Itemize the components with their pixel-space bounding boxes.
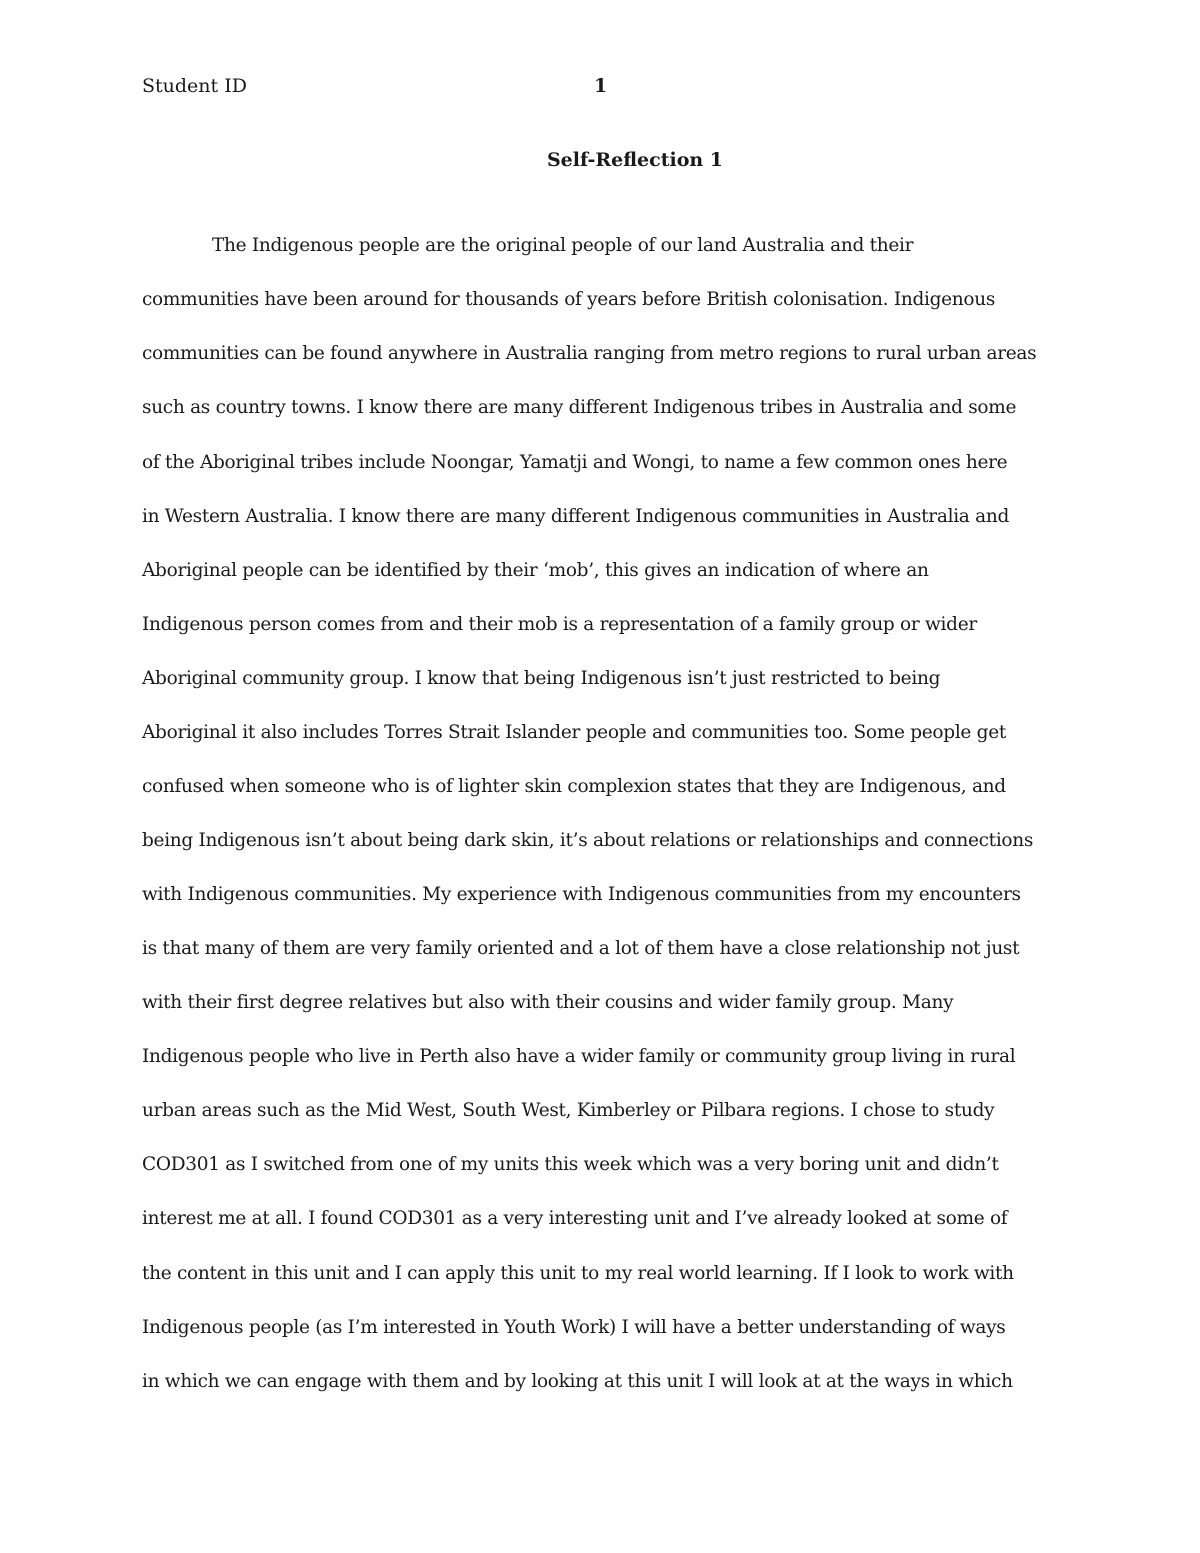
body-line: confused when someone who is of lighter skin complexion states that they are Indigenous, and [142,776,1006,797]
body-line: is that many of them are very family oriented and a lot of them have a close relationship not just [142,938,1020,959]
body-line: in Western Australia. I know there are many different Indigenous communities in Australia and [142,506,1010,527]
body-line: interest me at all. I found COD301 as a very interesting unit and I’ve already looked at some of [142,1208,1008,1229]
body-line: the content in this unit and I can apply this unit to my real world learning. If I look to work with [142,1263,1014,1284]
body-line: communities can be found anywhere in Australia ranging from metro regions to rural urban areas [142,343,1037,364]
body-line: COD301 as I switched from one of my units this week which was a very boring unit and didn’t [142,1154,999,1175]
body-line: Aboriginal community group. I know that being Indigenous isn’t just restricted to being [142,668,941,689]
body-line: urban areas such as the Mid West, South West, Kimberley or Pilbara regions. I chose to study [142,1100,995,1121]
body-line: Aboriginal people can be identified by their ‘mob’, this gives an indication of where an [142,560,929,581]
body-line: Indigenous person comes from and their mob is a representation of a family group or wider [142,614,977,635]
body-line: being Indigenous isn’t about being dark skin, it’s about relations or relationships and connections [142,830,1034,851]
document-title: Self-Reflection 1 [546,149,724,171]
body-line: Indigenous people (as I’m interested in Youth Work) I will have a better understanding of ways [142,1317,1006,1338]
body-line: communities have been around for thousands of years before British colonisation. Indigenous [142,289,996,310]
body-line: Indigenous people who live in Perth also have a wider family or community group living in rural [142,1046,1016,1067]
header-student-id: Student ID [142,75,247,97]
body-line: with Indigenous communities. My experience with Indigenous communities from my encounters [142,884,1021,905]
body-line: such as country towns. I know there are many different Indigenous tribes in Australia and some [142,397,1017,418]
body-line: Aboriginal it also includes Torres Strait Islander people and communities too. Some people get [142,722,1006,743]
page-number: 1 [594,75,608,97]
body-line: The Indigenous people are the original people of our land Australia and their [212,235,914,256]
body-line: of the Aboriginal tribes include Noongar, Yamatji and Wongi, to name a few common ones here [142,452,1008,473]
body-line: in which we can engage with them and by looking at this unit I will look at at the ways in which [142,1371,1013,1392]
body-line: with their first degree relatives but also with their cousins and wider family group. Many [142,992,954,1013]
